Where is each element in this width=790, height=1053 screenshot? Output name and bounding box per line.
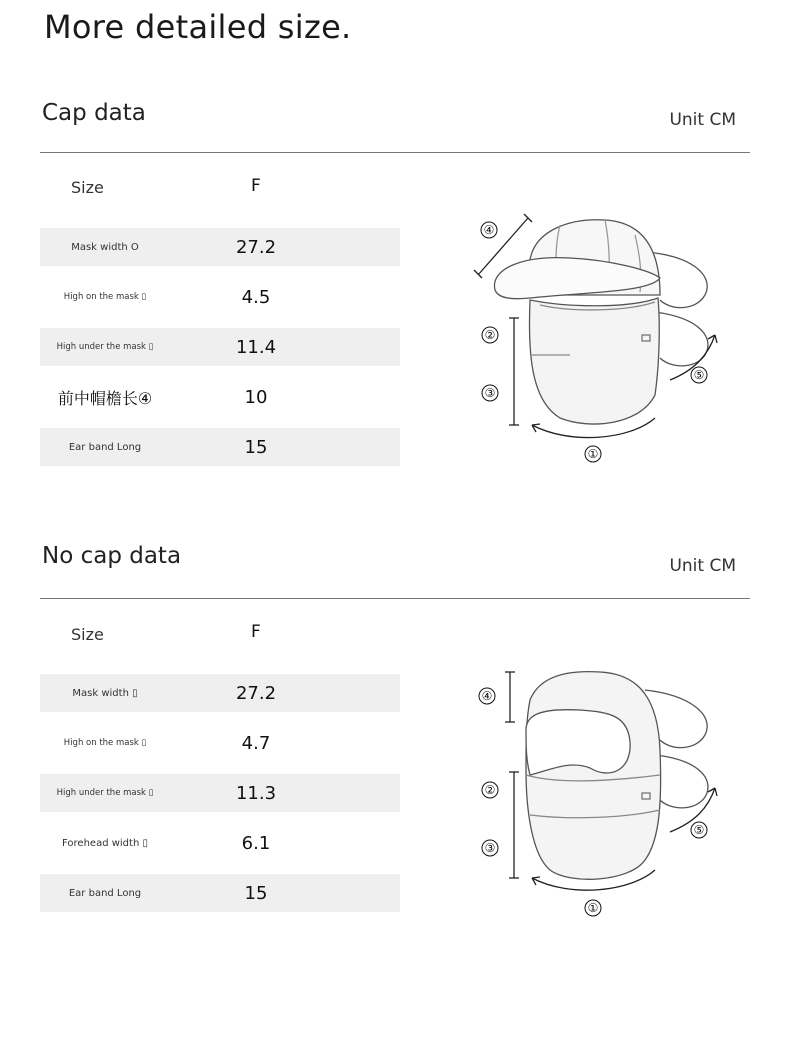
nocap-row-value: 11.3 (235, 782, 277, 804)
nocap-mask-diagram (460, 660, 730, 930)
cap-row-label: High on the mask ▯ (63, 292, 147, 302)
nocap-row-label: Ear band Long (68, 887, 142, 899)
cap-row-value: 15 (244, 436, 268, 458)
nocap-row-label: Forehead width ▯ (62, 837, 148, 849)
marker-5: ⑤ (693, 368, 705, 382)
cap-section-title: Cap data (42, 100, 146, 126)
marker-1: ① (587, 901, 599, 915)
marker-5: ⑤ (693, 823, 705, 837)
cap-table-row (40, 228, 400, 266)
nocap-f-header: F (251, 622, 261, 642)
nocap-section-title: No cap data (42, 543, 182, 569)
nocap-row-value: 4.7 (241, 732, 271, 754)
nocap-row-value: 15 (244, 882, 268, 904)
marker-3: ③ (484, 386, 496, 400)
cap-row-value: 4.5 (241, 286, 271, 308)
nocap-row-value: 27.2 (235, 682, 277, 704)
cap-table-row (40, 278, 400, 316)
nocap-table-row (40, 674, 400, 712)
page-title: More detailed size. (44, 8, 352, 46)
marker-1: ① (587, 447, 599, 461)
marker-4: ④ (483, 223, 495, 237)
marker-2: ② (484, 328, 496, 342)
cap-table-row (40, 328, 400, 366)
cap-unit-label: Unit CM (669, 110, 736, 130)
nocap-size-header: Size (71, 625, 104, 644)
cap-row-value: 10 (244, 386, 268, 408)
cap-row-value: 11.4 (235, 336, 277, 358)
nocap-unit-label: Unit CM (669, 556, 736, 576)
cap-f-header: F (251, 176, 261, 196)
nocap-row-label: High under the mask ▯ (56, 788, 154, 798)
cap-divider (40, 152, 750, 153)
nocap-table-row (40, 874, 400, 912)
cap-row-label: High under the mask ▯ (56, 342, 154, 352)
cap-row-label: Ear band Long (68, 441, 142, 453)
cap-size-header: Size (71, 178, 104, 197)
cap-row-value: 27.2 (235, 236, 277, 258)
marker-2: ② (484, 783, 496, 797)
nocap-table-row (40, 824, 400, 862)
cap-table-row (40, 428, 400, 466)
cap-row-label: Mask width O (71, 241, 139, 253)
cap-table-row (40, 378, 400, 416)
nocap-table-row (40, 724, 400, 762)
nocap-table-row (40, 774, 400, 812)
nocap-divider (40, 598, 750, 599)
nocap-row-label: High on the mask ▯ (63, 738, 147, 748)
marker-4: ④ (481, 689, 493, 703)
cap-row-label: 前中帽檐长④ (57, 388, 153, 408)
marker-3: ③ (484, 841, 496, 855)
cap-mask-diagram (460, 200, 730, 470)
nocap-row-label: Mask width ▯ (72, 687, 138, 699)
nocap-row-value: 6.1 (241, 832, 271, 854)
